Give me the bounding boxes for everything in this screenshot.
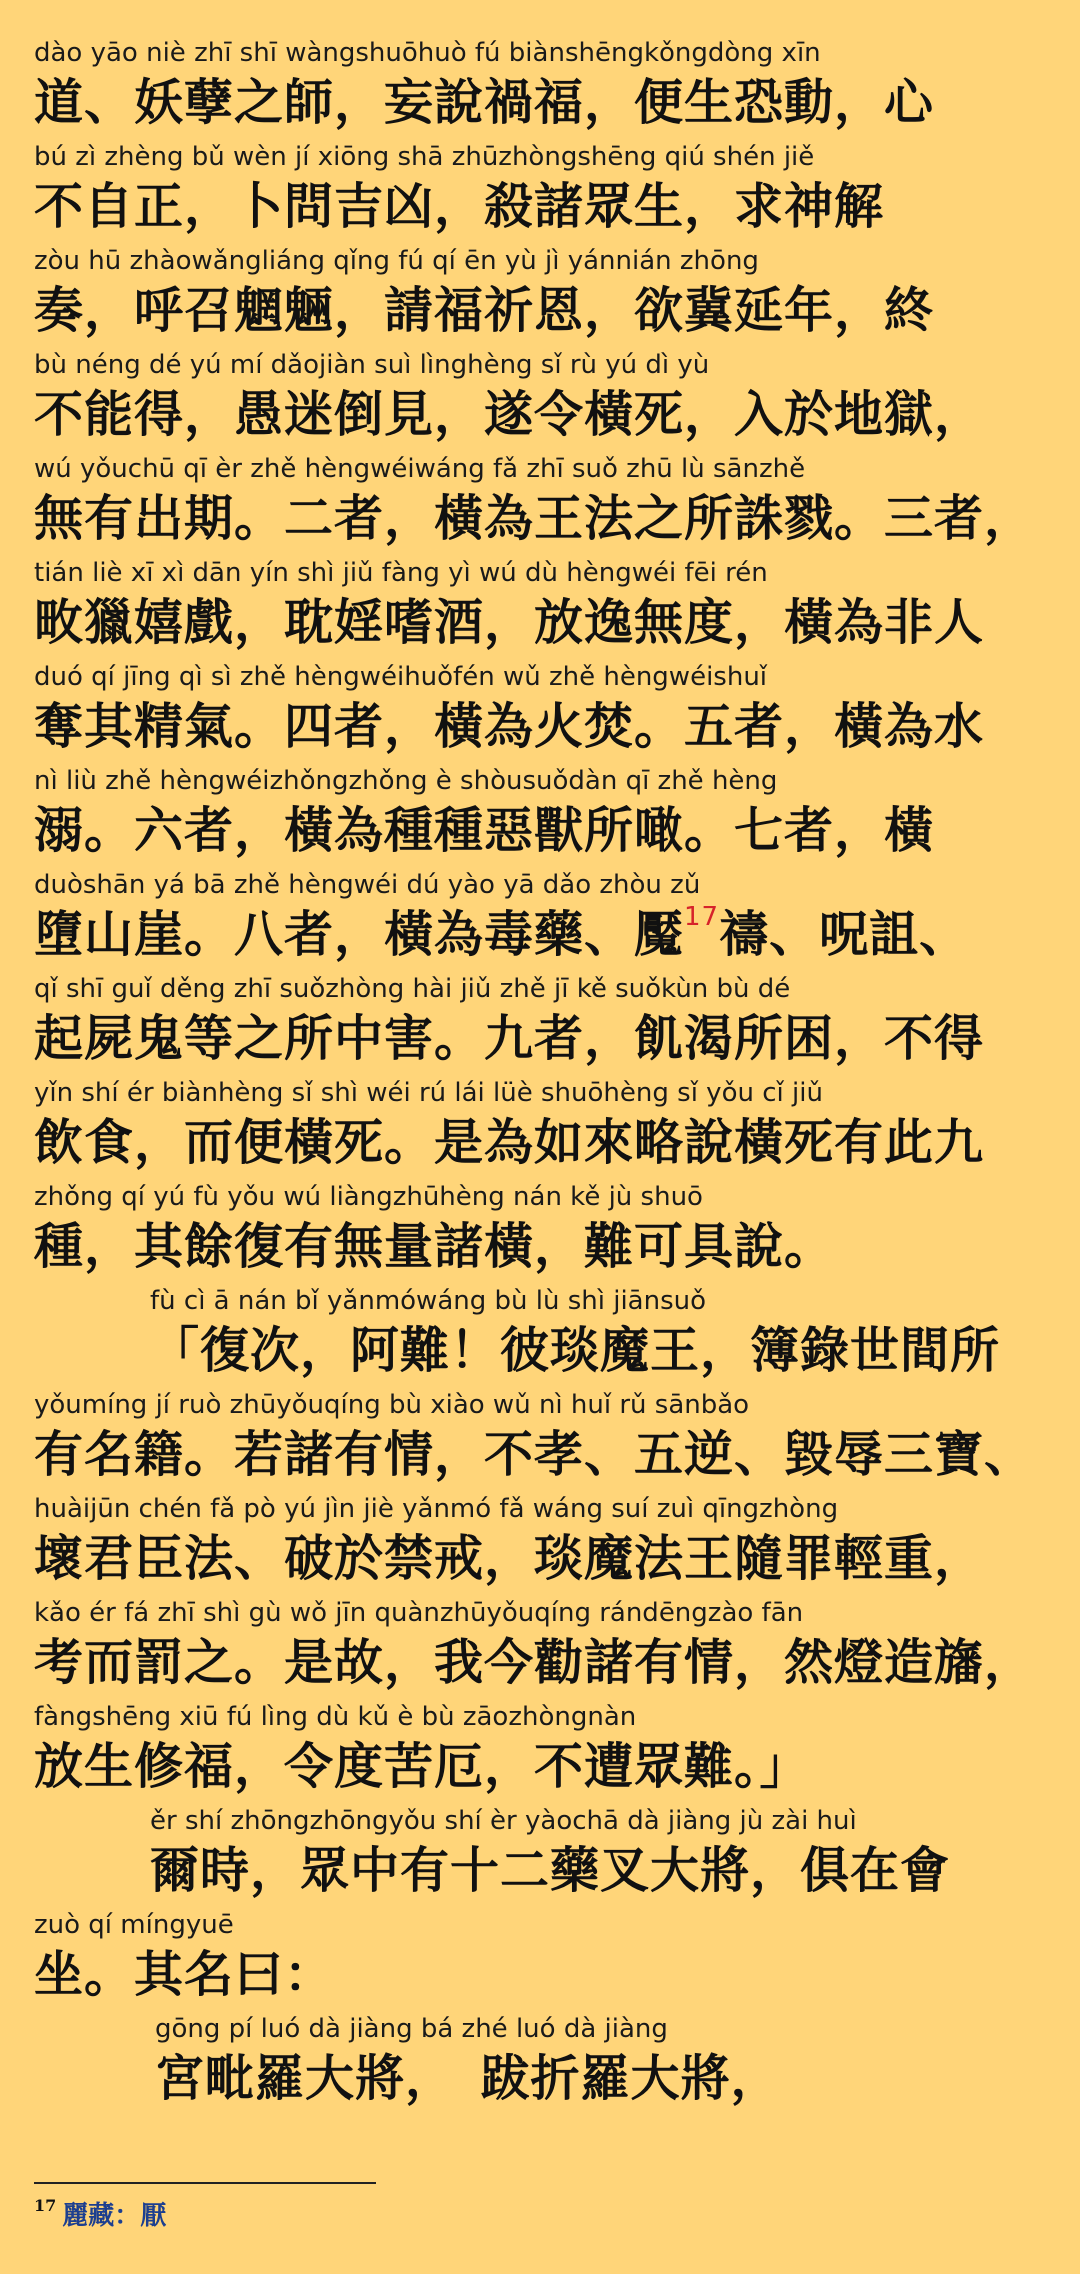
chinese-line (155, 2048, 1046, 2110)
chinese-text: 有名籍。若諸有情，不孝、五逆、毀辱三寶、 (34, 1426, 1035, 1483)
pinyin-line: bù néng dé yú mí dǎojiàn suì lìnghèng sǐ rù yú dì yù (34, 350, 710, 380)
chinese-line (34, 488, 1046, 550)
text-line (34, 1178, 1046, 1278)
pinyin-line: duòshān yá bā zhě hèngwéi dú yào yā dǎo zhòu zǔ (34, 870, 701, 900)
pinyin-line: fàngshēng xiū fú lìng dù kǔ è bù zāozhòngnàn (34, 1702, 637, 1732)
pinyin-line: zhǒng qí yú fù yǒu wú liàngzhūhèng nán kě jù shuō (34, 1182, 703, 1212)
chinese-text: 爾時，眾中有十二藥叉大將，俱在會 (150, 1842, 951, 1899)
pinyin-line: zuò qí míngyuē (34, 1910, 234, 1940)
pinyin-line: gōng pí luó dà jiàng bá zhé luó dà jiàng (155, 2014, 668, 2044)
chinese-text: 道、妖孽之師，妄說禍福，便生恐動，心 (34, 74, 935, 131)
text-line (150, 1802, 1046, 1902)
pinyin-line: yǒumíng jí ruò zhūyǒuqíng bù xiào wǔ nì huǐ rǔ sānbǎo (34, 1390, 750, 1420)
text-line (34, 34, 1046, 134)
chinese-line (34, 1632, 1046, 1694)
text-line (34, 1698, 1046, 1798)
pinyin-line: zòu hū zhàowǎngliáng qǐng fú qí ēn yù jì yánnián zhōng (34, 246, 759, 276)
chinese-line (150, 1840, 1046, 1902)
chinese-line (34, 1216, 1046, 1278)
chinese-line (34, 1008, 1046, 1070)
chinese-line (34, 800, 1046, 862)
pinyin-line: dào yāo niè zhī shī wàngshuōhuò fú biànshēngkǒngdòng xīn (34, 38, 821, 68)
chinese-line (34, 1944, 1046, 2006)
text-line (34, 658, 1046, 758)
pinyin-line: kǎo ér fá zhī shì gù wǒ jīn quànzhūyǒuqíng rándēngzào fān (34, 1598, 804, 1628)
chinese-line (150, 1320, 1046, 1382)
text-line (34, 970, 1046, 1070)
text-line (150, 1282, 1046, 1382)
chinese-text: 起屍鬼等之所中害。九者，飢渴所困，不得 (34, 1010, 985, 1067)
text-line (34, 1490, 1046, 1590)
chinese-line (34, 592, 1046, 654)
text-line (34, 1906, 1046, 2006)
pinyin-line: duó qí jīng qì sì zhě hèngwéihuǒfén wǔ zhě hèngwéishuǐ (34, 662, 768, 692)
pinyin-line: yǐn shí ér biànhèng sǐ shì wéi rú lái lüè shuōhèng sǐ yǒu cǐ jiǔ (34, 1078, 823, 1108)
chinese-line (34, 1112, 1046, 1174)
chinese-line (34, 1528, 1046, 1590)
chinese-text: 畋獵嬉戲，耽婬嗜酒，放逸無度，橫為非人 (34, 594, 985, 651)
chinese-line (34, 904, 1046, 966)
chinese-text: 宮毗羅大將， 跋折羅大將， (155, 2050, 781, 2107)
chinese-text: 溺。六者，橫為種種惡獸所噉。七者，橫 (34, 802, 935, 859)
chinese-line (34, 280, 1046, 342)
footnote-marker: 17 (684, 904, 720, 932)
chinese-line (34, 696, 1046, 758)
chinese-text: 考而罰之。是故，我今勸諸有情，然燈造旛， (34, 1634, 1035, 1691)
chinese-text: 坐。其名曰： (34, 1946, 335, 2003)
text-line (34, 346, 1046, 446)
text-line (34, 554, 1046, 654)
pinyin-line: qǐ shī guǐ děng zhī suǒzhòng hài jiǔ zhě jī kě suǒkùn bù dé (34, 974, 791, 1004)
chinese-text: 奪其精氣。四者，橫為火焚。五者，橫為水 (34, 698, 985, 755)
chinese-text: 不自正，卜問吉凶，殺諸眾生，求神解 (34, 178, 885, 235)
pinyin-line: fù cì ā nán bǐ yǎnmówáng bù lù shì jiānsuǒ (150, 1286, 707, 1316)
chinese-text: 「復次，阿難！彼琰魔王，簿錄世間所 (150, 1322, 1001, 1379)
chinese-text: 種，其餘復有無量諸橫，難可具說。 (34, 1218, 835, 1275)
chinese-text: 無有出期。二者，橫為王法之所誅戮。三者， (34, 490, 1035, 547)
text-line (34, 138, 1046, 238)
text-line (34, 762, 1046, 862)
pinyin-line: nì liù zhě hèngwéizhǒngzhǒng è shòusuǒdàn qī zhě hèng (34, 766, 778, 796)
text-line (34, 450, 1046, 550)
chinese-text: 飲食，而便橫死。是為如來略說橫死有此九 (34, 1114, 985, 1171)
footnote-text: 麗藏：厭 (62, 2201, 167, 2231)
pinyin-line: wú yǒuchū qī èr zhě hèngwéiwáng fǎ zhī suǒ zhū lù sānzhě (34, 454, 806, 484)
text-line (34, 866, 1046, 966)
pinyin-line: huàijūn chén fǎ pò yú jìn jiè yǎnmó fǎ wáng suí zuì qīngzhòng (34, 1494, 839, 1524)
text-line (34, 1594, 1046, 1694)
chinese-line (34, 1736, 1046, 1798)
chinese-line (34, 384, 1046, 446)
chinese-text: 墮山崖。八者，橫為毒藥、魘 (34, 906, 685, 963)
text-line (34, 1074, 1046, 1174)
pinyin-line: tián liè xī xì dān yín shì jiǔ fàng yì wú dù hèngwéi fēi rén (34, 558, 768, 588)
pinyin-line: bú zì zhèng bǔ wèn jí xiōng shā zhūzhòngshēng qiú shén jiě (34, 142, 815, 172)
footnote-divider (34, 2182, 376, 2184)
chinese-line (34, 176, 1046, 238)
text-line (34, 1386, 1046, 1486)
chinese-text: 不能得，愚迷倒見，遂令橫死，入於地獄， (34, 386, 985, 443)
text-line (155, 2010, 1046, 2110)
chinese-text: 禱、呪詛、 (719, 906, 970, 963)
footnote (34, 2196, 166, 2236)
chinese-line (34, 1424, 1046, 1486)
text-line (34, 242, 1046, 342)
chinese-line (34, 72, 1046, 134)
chinese-text: 奏，呼召魍魎，請福祈恩，欲冀延年，終 (34, 282, 935, 339)
chinese-text: 放生修福，令度苦厄，不遭眾難。」 (34, 1738, 810, 1795)
chinese-text: 壞君臣法、破於禁戒，琰魔法王隨罪輕重， (34, 1530, 985, 1587)
footnote-number: 17 (34, 2196, 57, 2215)
pinyin-line: ěr shí zhōngzhōngyǒu shí èr yàochā dà jiàng jù zài huì (150, 1806, 857, 1836)
